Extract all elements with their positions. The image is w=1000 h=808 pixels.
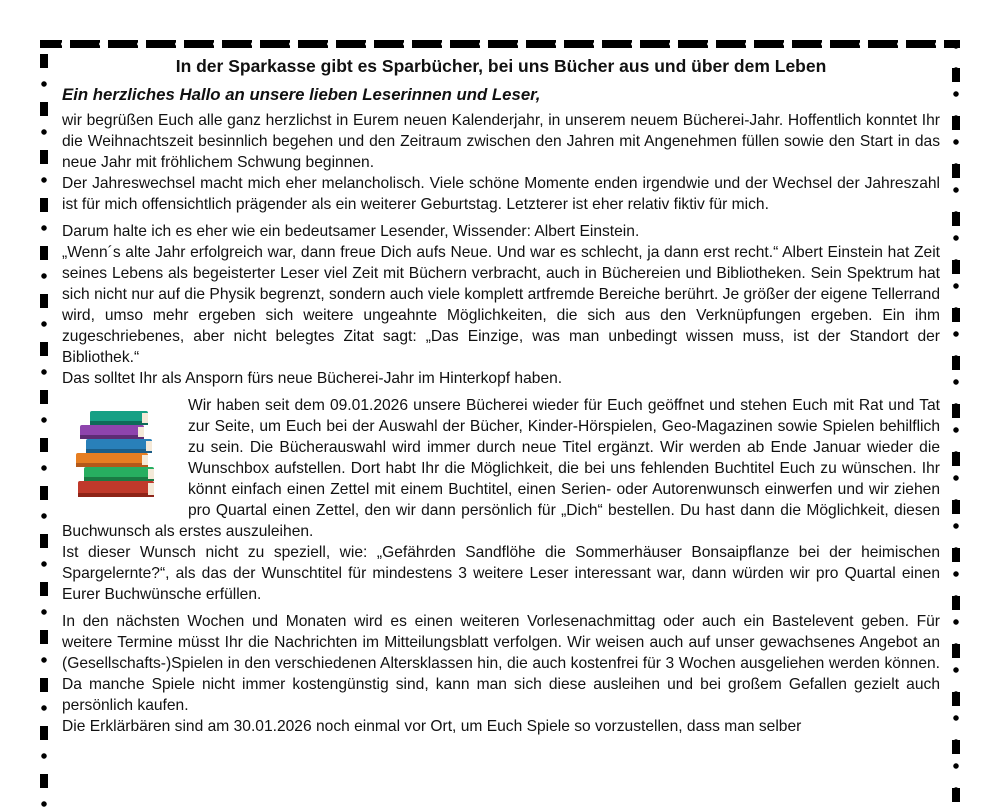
paragraph-wish-example: Ist dieser Wunsch nicht zu speziell, wie: „Gefährden Sandflöhe die Sommerhäuser Bonsaipflanze bei der heimischen Spargelernte?“, als das der Wunschtitel für mindestens 3 weitere Leser interessant war, dann würden wir pro Quartal einen Eurer Buchwünsche erfüllen. <box>62 544 940 603</box>
paragraph-intro: wir begrüßen Euch alle ganz herzlichst in Eurem neuen Kalenderjahr, in unserem neuem Bücherei-Jahr. Hoffentlich konntet Ihr die Weihnachtszeit besinnlich begehen und den Zeitraum zwischen den Jahren mit Angenehmen füllen sowie den Start in das neue Jahr mit fröhlichem Schwung beginnen. <box>62 112 940 171</box>
paragraph-new-year: Der Jahreswechsel macht mich eher melancholisch. Viele schöne Momente enden irgendwie und der Wechsel der Jahreszahl ist für mich offensichtlich prägender als ein weiterer Geburtstag. Letzterer ist eher relativ fiktiv für mich. <box>62 175 940 213</box>
decorative-border-top <box>40 40 960 48</box>
decorative-border-right <box>952 48 960 808</box>
paragraph-events: In den nächsten Wochen und Monaten wird es einen weiteren Vorlesenachmittag oder auch ein Bastelevent geben. Für weitere Termine müsst Ihr die Nachrichten im Mitteilungsblatt verfolgen. Wir weisen auch auf unser gewachsenes Angebot an (Gesellschafts-)Spielen in den verschiedenen Altersklassen hin, die auch kostenfrei für 3 Wochen ausgeliehen werden können. Da manche Spiele nicht immer kostengünstig sind, kann man sich diese ausleihen und bei großem Gefallen gezielt auch persönlich kaufen. <box>62 613 940 714</box>
section-library-open <box>62 395 940 542</box>
decorative-border-left <box>40 48 48 808</box>
paragraph-einstein-quote: „Wenn´s alte Jahr erfolgreich war, dann freue Dich aufs Neue. Und war es schlecht, ja dann erst recht.“ Albert Einstein hat Zeit seines Lebens als begeisterter Leser viel Zeit mit Büchern verbracht, auch in Büchereien und Bibliotheken. Sein Spektrum hat sich nicht nur auf die Physik begrenzt, sondern auch viele komplett artfremde Bereiche berührt. Je größer der eigene Tellerrand wird, umso mehr ergeben sich weitere ungeahnte Möglichkeiten, die sich aus den Verknüpfungen ergeben. Ein ihm zugeschriebenes, aber nicht belegtes Zitat sagt: „Das Einzige, was man unbedingt wissen muss, ist der Standort der Bibliothek.“ <box>62 244 940 366</box>
paragraph-motivation: Das solltet Ihr als Ansporn fürs neue Bücherei-Jahr im Hinterkopf haben. <box>62 370 563 387</box>
stacked-books-icon <box>72 403 174 503</box>
paragraph-game-explainers: Die Erklärbären sind am 30.01.2026 noch einmal vor Ort, um Euch Spiele so vorzustellen, dass man selber <box>62 718 802 735</box>
greeting: Ein herzliches Hallo an unsere lieben Leserinnen und Leser, <box>62 85 541 104</box>
paragraph-einstein-intro: Darum halte ich es eher wie ein bedeutsamer Lesender, Wissender: Albert Einstein. <box>62 223 640 240</box>
document-body <box>62 50 940 737</box>
paragraph-library-open: Wir haben seit dem 09.01.2026 unsere Bücherei wieder für Euch geöffnet und stehen Euch mit Rat und Tat zur Seite, um Euch bei der Auswahl der Bücher, Kinder-Hörspielen, Geo-Magazinen sowie Spielen behilflich zu sein. Die Bücherauswahl wird immer durch neue Titel ergänzt. Wir werden ab Ende Januar wieder die Wunschbox aufstellen. Dort habt Ihr die Möglichkeit, die bei uns fehlenden Buchtitel Euch zu wünschen. Ihr könnt einfach einen Zettel mit einem Buchtitel, einen Serien- oder Autorenwunsch einwerfen und wir ziehen pro Quartal einen Zettel, den wir dann persönlich für „Dich“ bestellen. Du hast dann die Möglichkeit, diesen Buchwunsch als erstes auszuleihen. <box>62 397 940 540</box>
page-title: In der Sparkasse gibt es Sparbücher, bei uns Bücher aus und über dem Leben <box>175 56 827 76</box>
